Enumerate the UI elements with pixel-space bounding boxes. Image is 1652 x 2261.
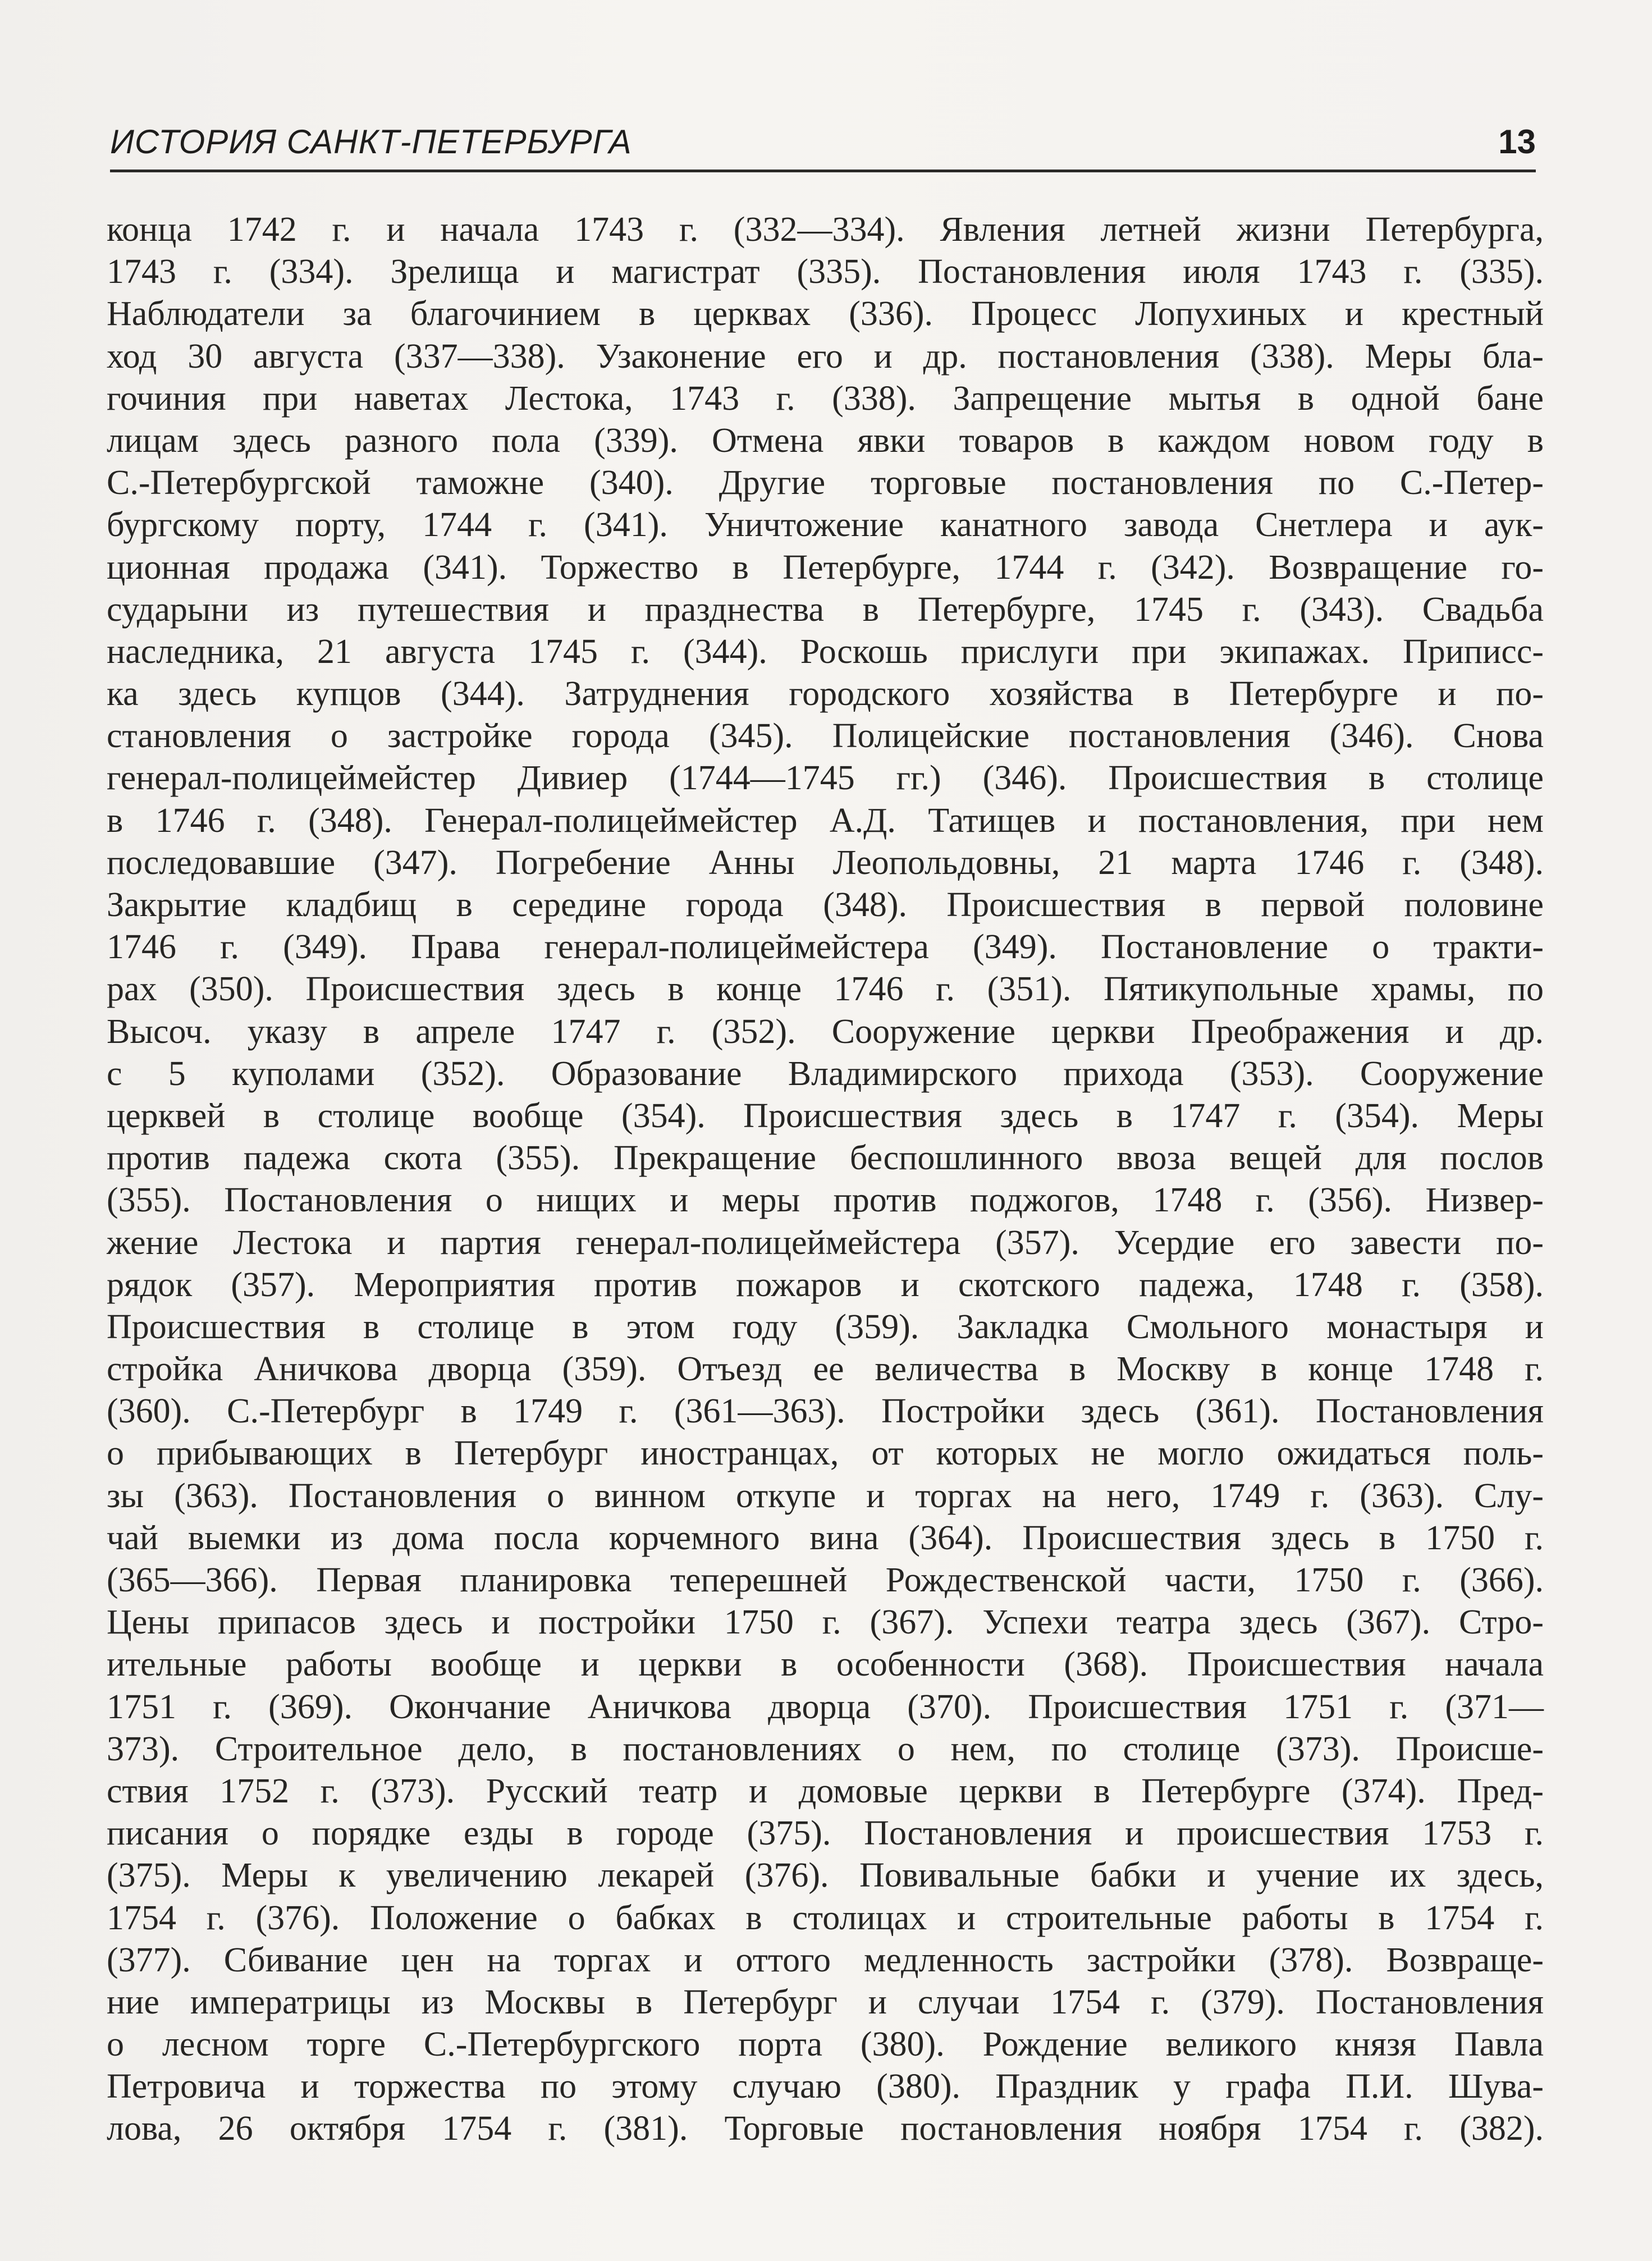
text-line: лицам здесь разного пола (339). Отмена явки товаров в каждом новом году в (107, 421, 1544, 460)
text-line: рах (350). Происшествия здесь в конце 1746 г. (351). Пятикупольные храмы, по (107, 970, 1544, 1009)
text-line: в 1746 г. (348). Генерал-полицеймейстер А.Д. Татищев и постановления, при нем (107, 801, 1544, 840)
text-line: (375). Меры к увеличению лекарей (376). Повивальные бабки и учение их здесь, (107, 1856, 1544, 1895)
text-line: Наблюдатели за благочинием в церквах (336). Процесс Лопухиных и крестный (107, 295, 1544, 333)
text-line: 1751 г. (369). Окончание Аничкова дворца (370). Происшествия 1751 г. (371— (107, 1687, 1544, 1726)
text-line: рядок (357). Мероприятия против пожаров и скотского падежа, 1748 г. (358). (107, 1265, 1544, 1304)
text-line: зы (363). Постановления о винном откупе и торгах на него, 1749 г. (363). Слу- (107, 1476, 1544, 1515)
text-line: о прибывающих в Петербург иностранцах, от которых не могло ожидаться поль- (107, 1434, 1544, 1473)
text-line: ционная продажа (341). Торжество в Петербурге, 1744 г. (342). Возвращение го- (107, 548, 1544, 587)
text-line: лова, 26 октября 1754 г. (381). Торговые постановления ноября 1754 г. (382). (107, 2109, 1544, 2148)
text-line: 1746 г. (349). Права генерал-полицеймейстера (349). Постановление о тракти- (107, 928, 1544, 967)
text-line: писания о порядке езды в городе (375). Постановления и происшествия 1753 г. (107, 1814, 1544, 1853)
text-line: (360). С.-Петербург в 1749 г. (361—363). Постройки здесь (361). Постановления (107, 1392, 1544, 1431)
text-line: (365—366). Первая планировка теперешней Рождественской части, 1750 г. (366). (107, 1561, 1544, 1599)
text-line: гочиния при наветах Лестока, 1743 г. (338). Запрещение мытья в одной бане (107, 379, 1544, 418)
text-line: Петровича и торжества по этому случаю (380). Праздник у графа П.И. Шува- (107, 2067, 1544, 2106)
body-text (107, 209, 1544, 2150)
text-line: сударыни из путешествия и празднества в Петербурге, 1745 г. (343). Свадьба (107, 590, 1544, 629)
page-number: 13 (1498, 123, 1536, 161)
text-line: (355). Постановления о нищих и меры против поджогов, 1748 г. (356). Низвер- (107, 1181, 1544, 1220)
text-line: С.-Петербургской таможне (340). Другие торговые постановления по С.-Петер- (107, 464, 1544, 502)
text-line: бургскому порту, 1744 г. (341). Уничтожение канатного завода Снетлера и аук- (107, 506, 1544, 544)
text-line: (377). Сбивание цен на торгах и оттого медленность застройки (378). Возвраще- (107, 1940, 1544, 1979)
text-line: ствия 1752 г. (373). Русский театр и домовые церкви в Петербурге (374). Пред- (107, 1772, 1544, 1810)
text-line: ительные работы вообще и церкви в особенности (368). Происшествия начала (107, 1645, 1544, 1684)
text-line: Происшествия в столице в этом году (359). Закладка Смольного монастыря и (107, 1307, 1544, 1346)
text-line: наследника, 21 августа 1745 г. (344). Роскошь прислуги при экипажах. Приписс- (107, 632, 1544, 671)
text-line: 1754 г. (376). Положение о бабках в столицах и строительные работы в 1754 г. (107, 1898, 1544, 1937)
text-line: стройка Аничкова дворца (359). Отъезд ее величества в Москву в конце 1748 г. (107, 1350, 1544, 1389)
text-line: с 5 куполами (352). Образование Владимирского прихода (353). Сооружение (107, 1054, 1544, 1093)
text-line: ход 30 августа (337—338). Узаконение его и др. постановления (338). Меры бла- (107, 337, 1544, 376)
header-rule (110, 170, 1536, 172)
text-line: 1743 г. (334). Зрелища и магистрат (335). Постановления июля 1743 г. (335). (107, 253, 1544, 291)
text-line: ние императрицы из Москвы в Петербург и случаи 1754 г. (379). Постановления (107, 1983, 1544, 2021)
running-head (110, 122, 1536, 176)
text-line: становления о застройке города (345). Полицейские постановления (346). Снова (107, 717, 1544, 756)
text-line: чай выемки из дома посла корчемного вина (364). Происшествия здесь в 1750 г. (107, 1518, 1544, 1557)
text-line: Закрытие кладбищ в середине города (348). Происшествия в первой половине (107, 886, 1544, 924)
text-line: церквей в столице вообще (354). Происшествия здесь в 1747 г. (354). Меры (107, 1096, 1544, 1135)
text-line: Высоч. указу в апреле 1747 г. (352). Сооружение церкви Преображения и др. (107, 1012, 1544, 1051)
text-line: Цены припасов здесь и постройки 1750 г. (367). Успехи театра здесь (367). Стро- (107, 1603, 1544, 1642)
text-line: последовавшие (347). Погребение Анны Леопольдовны, 21 марта 1746 г. (348). (107, 843, 1544, 882)
text-line: жение Лестока и партия генерал-полицеймейстера (357). Усердие его завести по- (107, 1223, 1544, 1262)
text-line: ка здесь купцов (344). Затруднения городского хозяйства в Петербурге и по- (107, 675, 1544, 713)
text-line: о лесном торге С.-Петербургского порта (380). Рождение великого князя Павла (107, 2025, 1544, 2064)
text-line: 373). Строительное дело, в постановлениях о нем, по столице (373). Происше- (107, 1729, 1544, 1768)
text-line: конца 1742 г. и начала 1743 г. (332—334). Явления летней жизни Петербурга, (107, 210, 1544, 249)
text-line: против падежа скота (355). Прекращение беспошлинного ввоза вещей для послов (107, 1139, 1544, 1178)
running-title: ИСТОРИЯ САНКТ-ПЕТЕРБУРГА (110, 123, 632, 161)
text-line: генерал-полицеймейстер Дивиер (1744—1745 гг.) (346). Происшествия в столице (107, 759, 1544, 798)
